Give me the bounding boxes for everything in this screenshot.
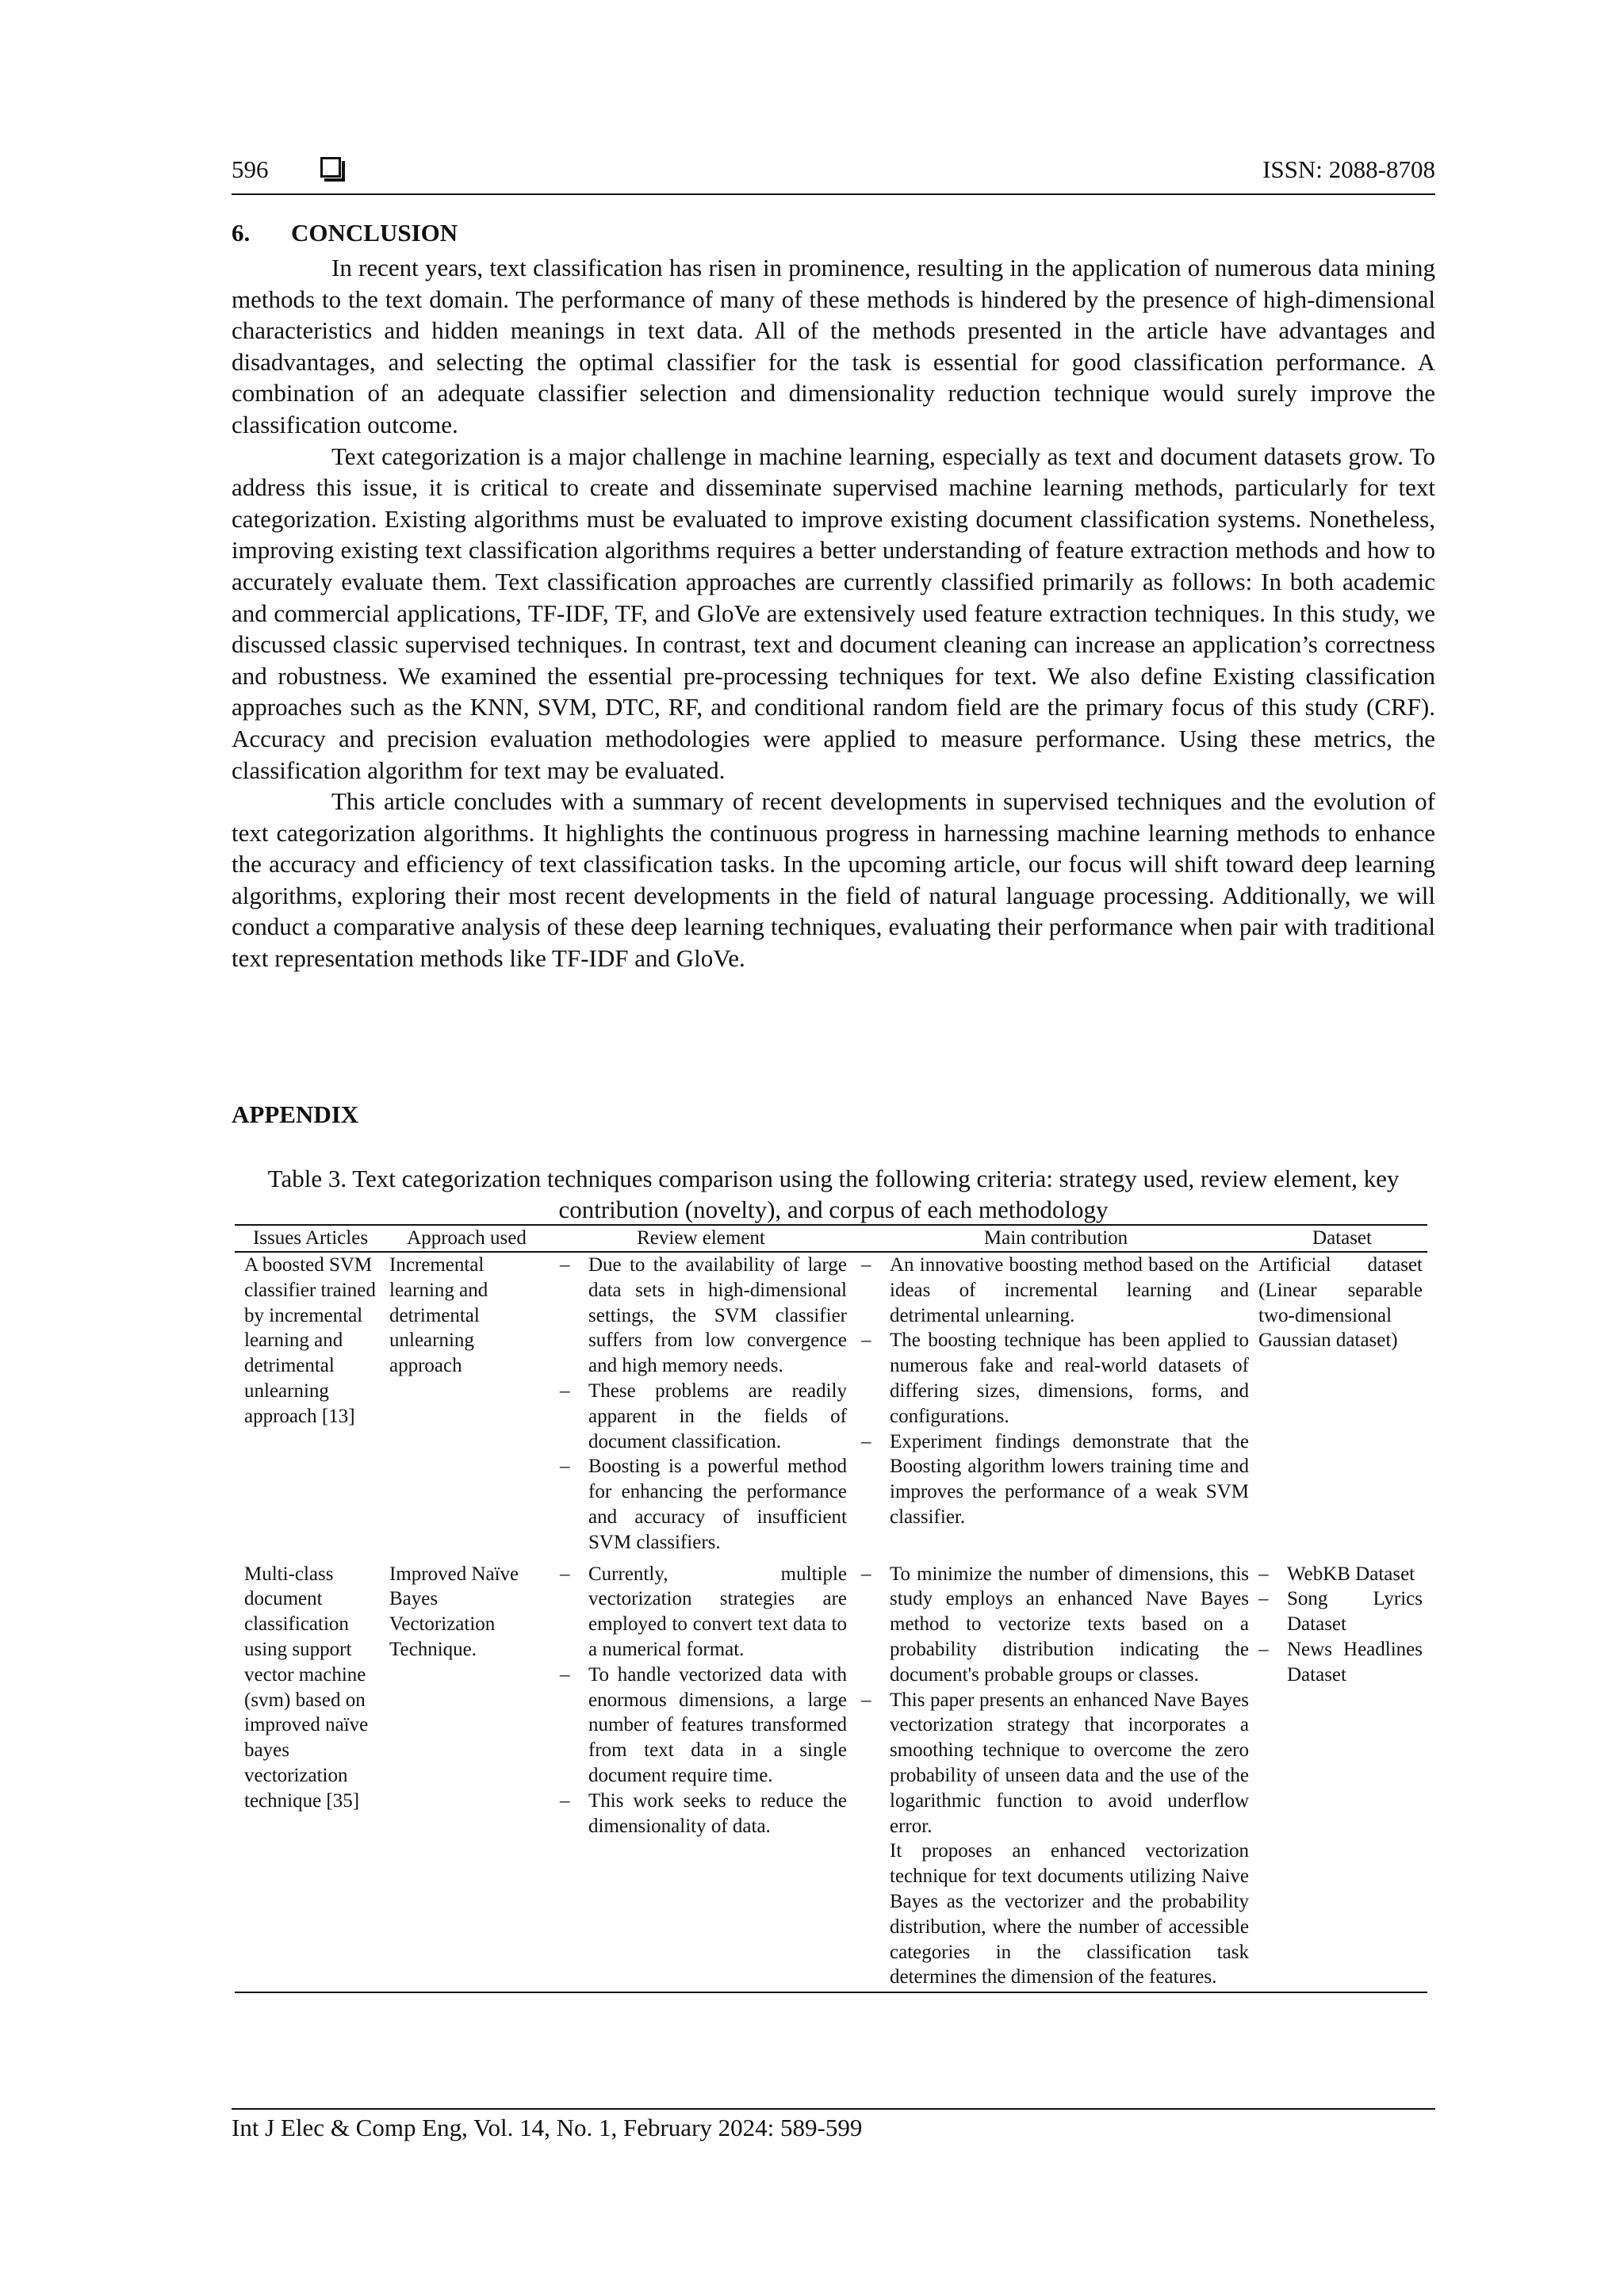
table-header-row — [235, 1225, 1427, 1252]
list-item: – An innovative boosting method based on the ideas of incremental learning and detrimental unlearning. — [861, 1253, 1249, 1328]
list-item: – To handle vectorized data with enormous dimensions, a large number of features transformed from text data in a single document require time. — [560, 1663, 847, 1789]
column-header: Review element — [547, 1225, 855, 1252]
issue-cell: A boosted SVM classifier trained by incremental learning and detrimental unlearning approach [13] — [244, 1254, 376, 1427]
list-item: – To minimize the number of dimensions, this study employs an enhanced Nave Bayes method to vectorize texts based on a probability distribution indicating the document's probable groups or classes. — [861, 1562, 1249, 1688]
dataset-cell: Artificial dataset (Linear separable two-dimensional Gaussian dataset) — [1258, 1254, 1423, 1352]
paragraph: In recent years, text classification has risen in prominence, resulting in the application of numerous data mining methods to the text domain. The performance of many of these methods is hindered by the presence of high-dimensional characteristics and hidden meanings in text data. All of the methods presented in the article have advantages and disadvantages, and selecting the optimal classifier for the task is essential for good classification performance. A combination of an adequate classifier selection and dimensionality reduction technique would surely improve the classification outcome. — [232, 254, 1435, 438]
contribution-cell — [855, 1557, 1257, 1993]
footer-citation: Int J Elec & Comp Eng, Vol. 14, No. 1, February 2024: 589-599 — [232, 2114, 863, 2141]
page-number: 596 — [232, 155, 269, 183]
column-header: Issues Articles — [235, 1225, 386, 1252]
list-item: – Experiment findings demonstrate that the Boosting algorithm lowers training time and improves the performance of a weak SVM classifier. — [861, 1429, 1249, 1530]
table-row — [235, 1557, 1427, 1993]
list-item: It proposes an enhanced vectorization technique for text documents utilizing Naive Bayes as the vectorizer and the probability distribution, where the number of accessible categories in the classification task determines the dimension of the features. — [890, 1840, 1249, 1988]
appendix-heading: APPENDIX — [232, 1100, 359, 1128]
list-item: – The boosting technique has been applied to numerous fake and real-world datasets of differing sizes, dimensions, forms, and configurations. — [861, 1328, 1249, 1429]
list-item: – Boosting is a powerful method for enhancing the performance and accuracy of insufficient SVM classifiers. — [560, 1454, 847, 1555]
list-item: – WebKB Dataset — [1258, 1562, 1423, 1587]
list-item: – These problems are readily apparent in the fields of document classification. — [560, 1379, 847, 1454]
footer-rule — [232, 2108, 1435, 2110]
review-cell — [547, 1252, 855, 1557]
approach-cell: Incremental learning and detrimental unlearning approach — [389, 1254, 488, 1377]
column-header: Dataset — [1257, 1225, 1427, 1252]
issn: ISSN: 2088-8708 — [1262, 155, 1435, 183]
table-row — [235, 1252, 1427, 1557]
list-item: – Currently, multiple vectorization strategies are employed to convert text data to a numerical format. — [560, 1562, 847, 1663]
column-header: Main contribution — [855, 1225, 1257, 1252]
list-item: – Song Lyrics Dataset — [1258, 1586, 1423, 1637]
list-item: – This work seeks to reduce the dimensionality of data. — [560, 1789, 847, 1839]
dataset-cell — [1257, 1557, 1427, 1993]
section-number: 6. — [232, 219, 251, 247]
list-item: – This paper presents an enhanced Nave Bayes vectorization strategy that incorporates a smoothing technique to overcome the zero probability of unseen data and the use of the logarithmic function to avoid underflow error. — [861, 1688, 1249, 1839]
column-header: Approach used — [386, 1225, 547, 1252]
review-cell — [547, 1557, 855, 1993]
list-item: – News Headlines Dataset — [1258, 1637, 1423, 1688]
contribution-cell — [855, 1252, 1257, 1557]
section-title: CONCLUSION — [291, 219, 458, 247]
conclusion-body — [232, 252, 1435, 974]
approach-cell: Improved Naïve Bayes Vectorization Technique. — [386, 1557, 547, 1993]
paragraph: Text categorization is a major challenge in machine learning, especially as text and document datasets grow. To address this issue, it is critical to create and disseminate supervised machine learning methods, particularly for text categorization. Existing algorithms must be evaluated to improve existing document classification systems. Nonetheless, improving existing text classification algorithms requires a better understanding of feature extraction methods and how to accurately evaluate them. Text classification approaches are currently classified primarily as follows: In both academic and commercial applications, TF-IDF, TF, and GloVe are extensively used feature extraction techniques. In this study, we discussed classic supervised techniques. In contrast, text and document cleaning can increase an application’s correctness and robustness. We examined the essential pre-processing techniques for text. We also define Existing classification approaches such as the KNN, SVM, DTC, RF, and conditional random field are the primary focus of this study (CRF). Accuracy and precision evaluation methodologies were applied to measure performance. Using these metrics, the classification algorithm for text may be evaluated. — [232, 442, 1435, 784]
paragraph: This article concludes with a summary of recent developments in supervised techniques and the evolution of text categorization algorithms. It highlights the continuous progress in harnessing machine learning methods to enhance the accuracy and efficiency of text classification tasks. In the upcoming article, our focus will shift toward deep learning algorithms, exploring their most recent developments in the field of natural language processing. Additionally, we will conduct a comparative analysis of these deep learning techniques, evaluating their performance when pair with traditional text representation methods like TF-IDF and GloVe. — [232, 787, 1435, 973]
table-caption: Table 3. Text categorization techniques comparison using the following criteria: strategy used, review element, key contribution (novelty), and corpus of each methodology — [267, 1165, 1400, 1223]
list-item: – Due to the availability of large data sets in high-dimensional settings, the SVM classifier suffers from low convergence and high memory needs. — [560, 1253, 847, 1379]
square-bullet-icon — [320, 157, 341, 178]
comparison-table — [235, 1224, 1427, 1993]
section-heading — [232, 219, 458, 247]
header-rule — [232, 193, 1435, 195]
issue-cell: Multi-class document classification using support vector machine (svm) based on improved naïve bayes vectorization technique [35] — [235, 1557, 386, 1993]
running-header — [232, 152, 1435, 192]
